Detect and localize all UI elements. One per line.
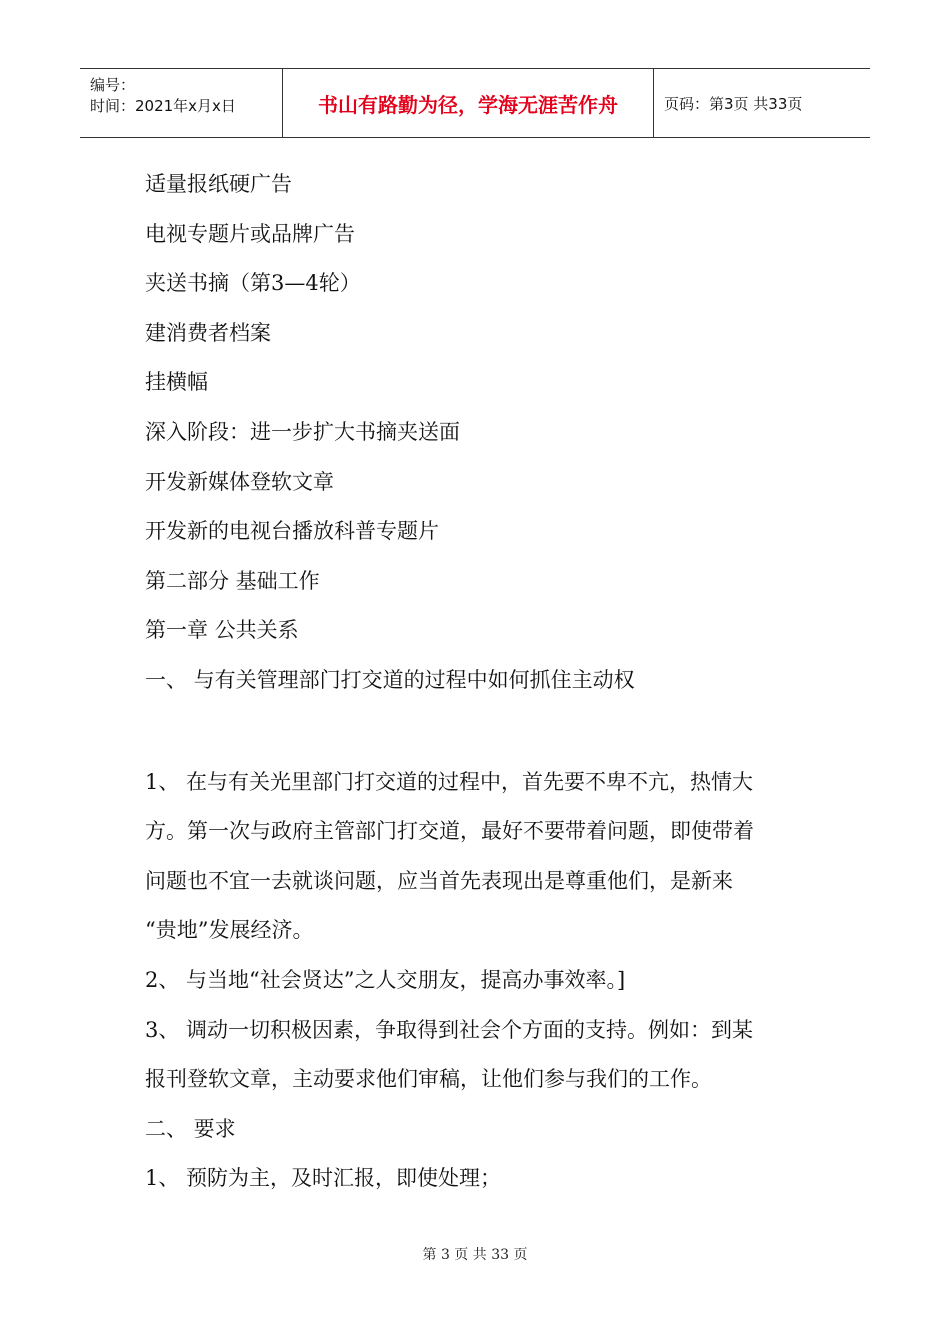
paragraph-2 <box>145 956 805 1006</box>
header-page-info: 页码：第3页 共33页 <box>664 94 803 113</box>
paragraph-line: 1、 预防为主，及时汇报，即使处理； <box>145 1166 502 1191</box>
paragraph-line: 1、 在与有关光里部门打交道的过程中，首先要不卑不亢，热情大 <box>145 769 754 794</box>
paragraph-line: 报刊登软文章，主动要求他们审稿，让他们参与我们的工作。 <box>145 1067 712 1092</box>
paragraph-line: 3、 调动一切积极因素，争取得到社会个方面的支持。例如：到某 <box>145 1017 754 1042</box>
text-line: 建消费者档案 <box>145 320 271 345</box>
subsection-heading: 一、 与有关管理部门打交道的过程中如何抓住主动权 <box>145 667 635 692</box>
paragraph-3 <box>145 1006 805 1105</box>
paragraph-line: 问题也不宜一去就谈问题，应当首先表现出是尊重他们，是新来 <box>145 868 733 893</box>
paragraph-1 <box>145 758 805 956</box>
document-date: 时间：2021年x月x日 <box>90 97 236 115</box>
text-line: 挂横幅 <box>145 370 208 395</box>
text-line: 夹送书摘（第3—4轮） <box>145 271 361 296</box>
header-motto: 书山有路勤为径，学海无涯苦作舟 <box>283 69 654 137</box>
page-footer: 第 3 页 共 33 页 <box>422 1247 528 1263</box>
header-meta <box>80 69 283 137</box>
spacer <box>145 712 805 758</box>
section-two-heading <box>145 1105 805 1155</box>
text-line: 深入阶段：进一步扩大书摘夹送面 <box>145 419 460 444</box>
text-line: 适量报纸硬广告 <box>145 172 292 196</box>
text-line: 电视专题片或品牌广告 <box>145 221 355 246</box>
document-body <box>145 166 805 1204</box>
text-line: 开发新媒体登软文章 <box>145 469 334 494</box>
page-header <box>80 68 870 138</box>
section-heading: 第二部分 基础工作 <box>145 568 320 593</box>
paragraph-line: 2、 与当地“社会贤达”之人交朋友，提高办事效率。] <box>145 967 626 992</box>
paragraph-line: 方。第一次与政府主管部门打交道，最好不要带着问题，即使带着 <box>145 819 754 844</box>
document-number: 编号： <box>90 76 136 94</box>
text-line: 开发新的电视台播放科普专题片 <box>145 519 439 544</box>
requirement-item <box>145 1154 805 1204</box>
paragraph-line: “贵地”发展经济。 <box>145 918 314 943</box>
paragraph-line: 二、 要求 <box>145 1116 236 1141</box>
chapter-heading: 第一章 公共关系 <box>145 618 299 643</box>
